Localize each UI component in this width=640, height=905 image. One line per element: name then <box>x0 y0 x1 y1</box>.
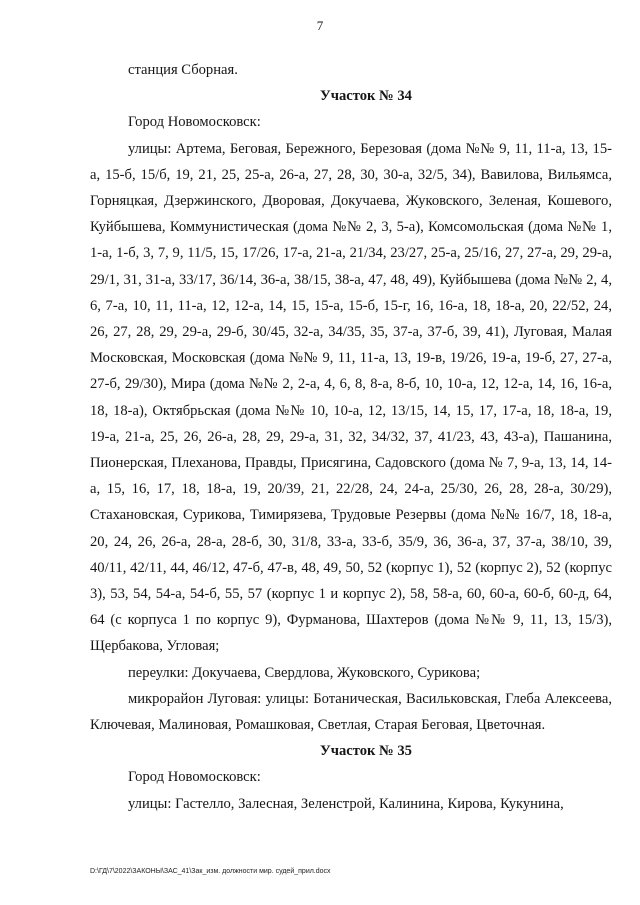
section-heading-34: Участок № 34 <box>320 88 412 105</box>
paragraph-streets-35: улицы: Гастелло, Залесная, Зеленстрой, Калинина, Кирова, Кукунина, <box>128 795 564 812</box>
paragraph-streets-34: улицы: Артема, Беговая, Бережного, Березовая (дома №№ 9, 11, 11-а, 13, 15-а, 15-б, 15/б, 19, 21, 25, 25-а, 26-а, 27, 28, 30, 30-а, 32/5, 34), Вавилова, Вильямса, Горняцкая, Дзержинского, Дворовая, Докучаева, Жуковского, Зеленая, Кошевого, Куйбышева, Коммунистическая (дома №№ 2, 3, 5-а), Комсомольская (дома №№ 1, 1-а, 1-б, 3, 7, 9, 11/5, 15, 17/26, 17-а, 21-а, 21/34, 23/27, 25-а, 25/16, 27, 27-а, 29, 29-а, 29/1, 31, 31-а, 33/17, 36/14, 36-а, 38/15, 38-а, 47, 48, 49), Куйбышева (дома №№ 2, 4, 6, 7-а, 10, 11, 11-а, 12, 12-а, 14, 15, 15-а, 15-б, 15-г, 16, 16-а, 18, 18-а, 20, 22/52, 24, 26, 27, 28, 29, 29-а, 29-б, 30/45, 32-а, 34/35, 35, 37-а, 37-б, 39, 41), Луговая, Малая Московская, Московская (дома №№ 9, 11, 11-а, 13, 19-в, 19/26, 19-а, 19-б, 27, 27-а, 27-б, 29/30), Мира (дома №№ 2, 2-а, 4, 6, 8, 8-а, 8-б, 10, 10-а, 12, 12-а, 14, 16, 16-а, 18, 18-а), Октябрьская (дома №№ 10, 10-а, 12, 13/15, 14, 15, 17, 17-а, 18, 18-а, 19, 19-а, 21-а, 25, 26, 26-а, 28, 29, 29-а, 31, 32, 34/32, 37, 41/23, 43, 43-а), Пашанина, Пионерская, Плеханова, Правды, Присягина, Садовского (дома № 7, 9-а, 13, 14, 14-а, 15, 16, 17, 18, 18-а, 19, 20/39, 21, 22/28, 24, 24-а, 25/30, 26, 28, 28-а, 30/29), Стахановская, Сурикова, Тимирязева, Трудовые Резервы (дома №№ 16/7, 18, 18-а, 20, 24, 26, 26-а, 28-а, 28-б, 30, 31/8, 33-а, 33-б, 35/9, 36, 36-а, 37, 37-а, 38/10, 39, 40/11, 42/11, 44, 46/12, 47-б, 47-в, 48, 49, 50, 52 (корпус 1), 52 (корпус 2), 52 (корпус 3), 53, 54, 54-а, 54-б, 55, 57 (корпус 1 и корпус 2), 58, 58-а, 60, 60-а, 60-б, 60-д, 64, 64 (с корпуса 1 по корпус 9), Фурманова, Шахтеров (дома №№ 9, 11, 13, 15/3), Щербакова, Угловая; <box>90 140 612 655</box>
paragraph-lanes-34: переулки: Докучаева, Свердлова, Жуковского, Сурикова; <box>128 664 481 681</box>
document-body <box>90 57 612 817</box>
paragraph-city-35: Город Новомосковск: <box>128 769 261 786</box>
section-heading-35: Участок № 35 <box>320 743 412 760</box>
page-number: 7 <box>316 18 324 33</box>
paragraph-city-34: Город Новомосковск: <box>128 114 261 131</box>
paragraph-microdistrict-34: микрорайон Луговая: улицы: Ботаническая, Васильковская, Глеба Алексеева, Ключевая, Малиновая, Ромашковая, Светлая, Старая Беговая, Цветочная. <box>90 690 612 734</box>
footer-file-path: D:\ГД\7\2022\ЗАКОНЫ\ЗАС_41\Зак_изм. должности мир. судей_прил.docx <box>90 868 331 875</box>
paragraph-station: станция Сборная. <box>128 62 238 78</box>
